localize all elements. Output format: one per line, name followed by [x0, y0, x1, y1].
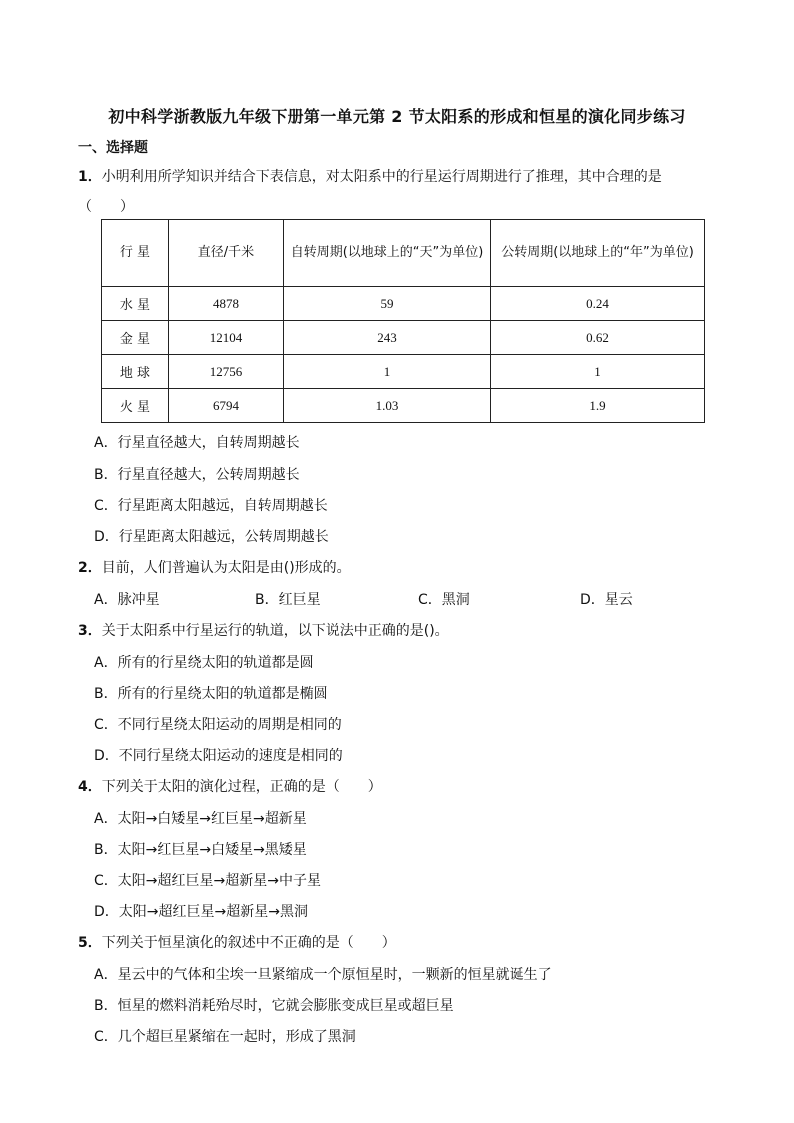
table-row — [102, 355, 705, 389]
section-heading: 一、选择题 — [78, 140, 148, 156]
table-row — [102, 321, 705, 355]
table-cell: 0.62 — [491, 321, 705, 355]
option-c: C．黑洞 — [418, 592, 470, 608]
table-cell: 243 — [284, 321, 491, 355]
table-cell: 59 — [284, 287, 491, 321]
table-cell: 12756 — [169, 355, 284, 389]
question-2 — [78, 557, 351, 577]
table-cell: 水 星 — [102, 287, 169, 321]
table-cell: 1.9 — [491, 389, 705, 423]
option-a: A．行星直径越大，自转周期越长 — [94, 435, 300, 451]
option-b: B．所有的行星绕太阳的轨道都是椭圆 — [94, 686, 328, 702]
question-text: 关于太阳系中行星运行的轨道，以下说法中正确的是()。 — [101, 623, 449, 639]
question-5 — [78, 932, 396, 952]
table-cell: 12104 — [169, 321, 284, 355]
table-cell: 金 星 — [102, 321, 169, 355]
option-c: C．几个超巨星紧缩在一起时，形成了黑洞 — [94, 1029, 356, 1045]
question-text: 下列关于太阳的演化过程，正确的是（ ） — [101, 779, 382, 795]
option-c: C．太阳→超红巨星→超新星→中子星 — [94, 873, 321, 889]
option-a: A．所有的行星绕太阳的轨道都是圆 — [94, 655, 314, 671]
table-cell: 6794 — [169, 389, 284, 423]
option-b: B．红巨星 — [255, 592, 321, 608]
table-header-cell: 行 星 — [102, 220, 169, 287]
question-text: 小明利用所学知识并结合下表信息，对太阳系中的行星运行周期进行了推理，其中合理的是 — [101, 169, 662, 185]
option-d: D．行星距离太阳越远，公转周期越长 — [94, 529, 329, 545]
table-header-cell: 自转周期(以地球上的“天”为单位) — [284, 220, 491, 287]
question-text: 下列关于恒星演化的叙述中不正确的是（ ） — [101, 935, 396, 951]
question-number: 2． — [78, 560, 102, 576]
table-cell: 地 球 — [102, 355, 169, 389]
table-row — [102, 287, 705, 321]
question-number: 3． — [78, 623, 102, 639]
table-cell: 4878 — [169, 287, 284, 321]
option-a: A．星云中的气体和尘埃一旦紧缩成一个原恒星时，一颗新的恒星就诞生了 — [94, 967, 552, 983]
option-c: C．行星距离太阳越远，自转周期越长 — [94, 498, 328, 514]
table-cell: 1 — [284, 355, 491, 389]
option-b: B．行星直径越大，公转周期越长 — [94, 467, 300, 483]
option-a: A．脉冲星 — [94, 592, 160, 608]
planet-table — [101, 219, 705, 423]
question-4 — [78, 776, 382, 796]
table-cell: 1 — [491, 355, 705, 389]
question-number: 5． — [78, 935, 102, 951]
table-header-row — [102, 220, 705, 287]
option-c: C．不同行星绕太阳运动的周期是相同的 — [94, 717, 342, 733]
option-d: D．太阳→超红巨星→超新星→黑洞 — [94, 904, 308, 920]
table-row — [102, 389, 705, 423]
table-cell: 0.24 — [491, 287, 705, 321]
answer-parenthesis: （ ） — [78, 199, 134, 215]
document-title: 初中科学浙教版九年级下册第一单元第 2 节太阳系的形成和恒星的演化同步练习 — [108, 107, 686, 126]
question-3 — [78, 620, 449, 640]
option-d: D．星云 — [580, 592, 633, 608]
option-a: A．太阳→白矮星→红巨星→超新星 — [94, 811, 307, 827]
table-header-cell: 公转周期(以地球上的“年”为单位) — [491, 220, 705, 287]
question-number: 1． — [78, 169, 102, 185]
option-d: D．不同行星绕太阳运动的速度是相同的 — [94, 748, 343, 764]
table-header-cell: 直径/千米 — [169, 220, 284, 287]
question-text: 目前，人们普遍认为太阳是由()形成的。 — [101, 560, 351, 576]
option-b: B．太阳→红巨星→白矮星→黑矮星 — [94, 842, 307, 858]
question-number: 4． — [78, 779, 102, 795]
table-cell: 1.03 — [284, 389, 491, 423]
option-b: B．恒星的燃料消耗殆尽时，它就会膨胀变成巨星或超巨星 — [94, 998, 454, 1014]
table-cell: 火 星 — [102, 389, 169, 423]
question-1 — [78, 166, 662, 186]
